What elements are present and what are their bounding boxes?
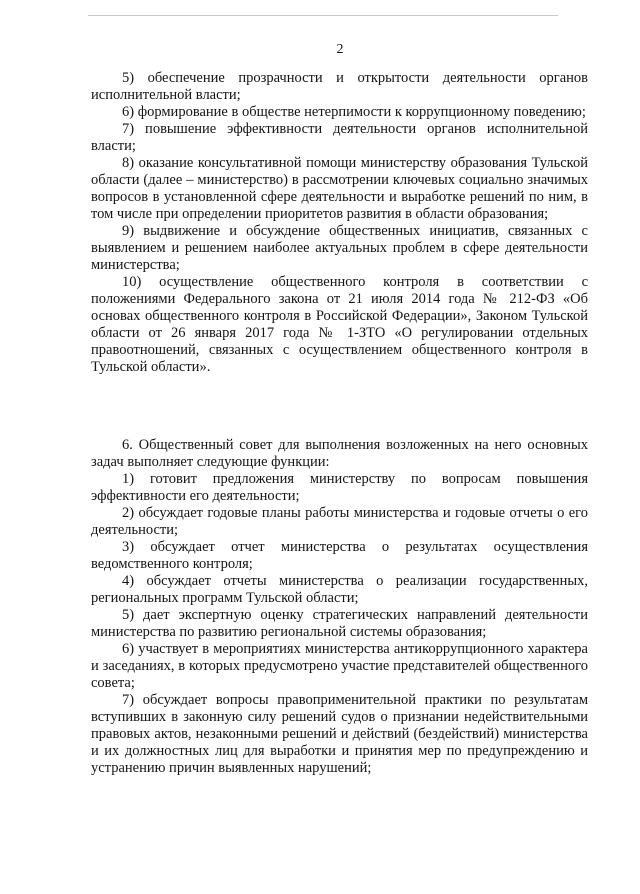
top-edge-line bbox=[88, 15, 558, 16]
list-item: 2) обсуждает годовые планы работы министерства и годовые отчеты о его деятельности; bbox=[91, 505, 588, 538]
goals-list bbox=[91, 70, 588, 376]
functions-section bbox=[91, 437, 588, 777]
section-intro: 6. Общественный совет для выполнения возложенных на него основных задач выполняет следующие функции: bbox=[91, 437, 588, 470]
list-item: 6) формирование в обществе нетерпимости к коррупционному поведению; bbox=[122, 104, 586, 120]
list-item: 5) дает экспертную оценку стратегических направлений деятельности министерства по развитию региональной системы образования; bbox=[91, 607, 588, 640]
list-item: 7) повышение эффективности деятельности органов исполнительной власти; bbox=[91, 121, 588, 154]
list-item: 5) обеспечение прозрачности и открытости деятельности органов исполнительной власти; bbox=[91, 70, 588, 103]
list-item: 3) обсуждает отчет министерства о результатах осуществления ведомственного контроля; bbox=[91, 539, 588, 572]
list-item: 9) выдвижение и обсуждение общественных инициатив, связанных с выявлением и решением наиболее актуальных проблем в сфере деятельности министерства; bbox=[91, 223, 588, 273]
list-item: 1) готовит предложения министерству по вопросам повышения эффективности его деятельности; bbox=[91, 471, 588, 504]
page-number: 2 bbox=[336, 42, 344, 57]
list-item: 7) обсуждает вопросы правоприменительной практики по результатам вступивших в законную силу решений судов о признании недействительными правовых актов, незаконными решений и действий (бездействий) министерства и их должностных лиц для выработки и принятия мер по предупреждению и устранению причин выявленных нарушений; bbox=[91, 692, 588, 776]
list-item: 6) участвует в мероприятиях министерства антикоррупционного характера и заседаниях, в которых предусмотрено участие представителей общественного совета; bbox=[91, 641, 588, 691]
list-item: 10) осуществление общественного контроля в соответствии с положениями Федерального закона от 21 июля 2014 года № 212-ФЗ «Об основах общественного контроля в Российской Федерации», Законом Тульской области от 26 января 2017 года № 1-ЗТО «О регулировании отдельных правоотношений, связанных с осуществлением общественного контроля в Тульской области». bbox=[91, 274, 588, 375]
list-item: 4) обсуждает отчеты министерства о реализации государственных, региональных программ Тульской области; bbox=[91, 573, 588, 606]
list-item: 8) оказание консультативной помощи министерству образования Тульской области (далее – министерство) в рассмотрении ключевых социально значимых вопросов в установленной сфере деятельности и выработке решений по ним, в том числе при определении приоритетов развития в области образования; bbox=[91, 155, 588, 222]
